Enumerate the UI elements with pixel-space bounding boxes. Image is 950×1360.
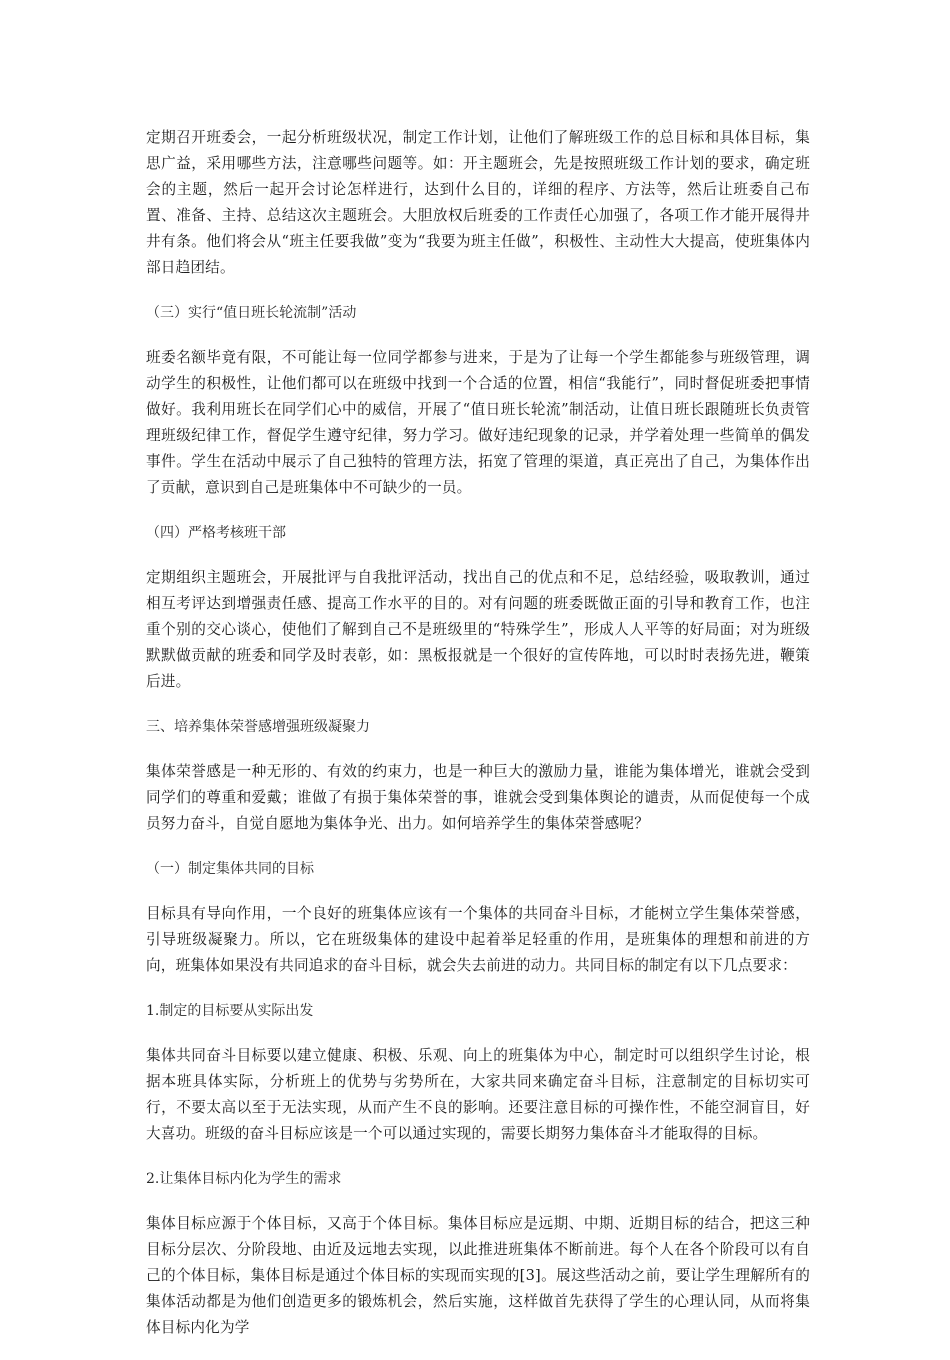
heading-internalize-goal: 2.让集体目标内化为学生的需求 (146, 1171, 342, 1187)
heading-section-three: 三、培养集体荣誉感增强班级凝聚力 (146, 719, 370, 735)
heading-goal-from-reality: 1.制定的目标要从实际出发 (146, 1003, 314, 1019)
paragraph-duty-monitor-activity: 班委名额毕竟有限，不可能让每一位同学都参与进来，于是为了让每一个学生都能参与班级管理，调动学生的积极性，让他们都可以在班级中找到一个合适的位置，相信“我能行”，同时督促班委把事情做好。我利用班长在同学们心中的威信，开展了“值日班长轮流”制活动，让值日班长跟随班长负责管理班级纪律工作，督促学生遵守纪律，努力学习。做好违纪现象的记录，并学着处理一些简单的偶发事件。学生在活动中展示了自己独特的管理方法，拓宽了管理的渠道，真正亮出了自己，为集体作出了贡献，意识到自己是班集体中不可缺少的一员。 (146, 349, 810, 496)
heading-duty-monitor-rotation: （三）实行“值日班长轮流制”活动 (146, 305, 357, 321)
document-body (146, 125, 810, 1360)
paragraph-class-committee-meetings: 定期召开班委会，一起分析班级状况，制定工作计划，让他们了解班级工作的总目标和具体目标，集思广益，采用哪些方法，注意哪些问题等。如：开主题班会，先是按照班级工作计划的要求，确定班会的主题，然后一起开会讨论怎样进行，达到什么目的，详细的程序、方法等，然后让班委自己布置、准备、主持、总结这次主题班会。大胆放权后班委的工作责任心加强了，各项工作才能开展得井井有条。他们将会从“班主任要我做”变为“我要为班主任做”，积极性、主动性大大提高，使班集体内部日趋团结。 (146, 129, 810, 276)
paragraph-goal-guidance: 目标具有导向作用，一个良好的班集体应该有一个集体的共同奋斗目标，才能树立学生集体荣誉感，引导班级凝聚力。所以，它在班级集体的建设中起着举足轻重的作用，是班集体的理想和前进的方向，班集体如果没有共同追求的奋斗目标，就会失去前进的动力。共同目标的制定有以下几点要求： (146, 905, 810, 974)
paragraph-assessment-details: 定期组织主题班会，开展批评与自我批评活动，找出自己的优点和不足，总结经验，吸取教训，通过相互考评达到增强责任感、提高工作水平的目的。对有问题的班委既做正面的引导和教育工作，也注重个别的交心谈心，使他们了解到自己不是班级里的“特殊学生”，形成人人平等的好局面；对为班级默默做贡献的班委和同学及时表彰，如：黑板报就是一个很好的宣传阵地，可以时时表扬先进，鞭策后进。 (146, 569, 810, 690)
heading-common-goal: （一）制定集体共同的目标 (146, 861, 314, 877)
heading-strict-assessment: （四）严格考核班干部 (146, 525, 286, 541)
paragraph-internalize-goal: 集体目标应源于个体目标，又高于个体目标。集体目标应是远期、中期、近期目标的结合，把这三种目标分层次、分阶段地、由近及远地去实现，以此推进班集体不断前进。每个人在各个阶段可以有自己的个体目标，集体目标是通过个体目标的实现而实现的[3]。展这些活动之前，要让学生理解所有的集体活动都是为他们创造更多的锻炼机会，然后实施，这样做首先获得了学生的心理认同，从而将集体目标内化为学 (146, 1215, 810, 1336)
paragraph-collective-honor: 集体荣誉感是一种无形的、有效的约束力，也是一种巨大的激励力量，谁能为集体增光，谁就会受到同学们的尊重和爱戴；谁做了有损于集体荣誉的事，谁就会受到集体舆论的谴责，从而促使每一个成员努力奋斗，自觉自愿地为集体争光、出力。如何培养学生的集体荣誉感呢？ (146, 763, 810, 832)
paragraph-goal-practical: 集体共同奋斗目标要以建立健康、积极、乐观、向上的班集体为中心，制定时可以组织学生讨论，根据本班具体实际，分析班上的优势与劣势所在，大家共同来确定奋斗目标，注意制定的目标切实可行，不要太高以至于无法实现，从而产生不良的影响。还要注意目标的可操作性，不能空洞盲目，好大喜功。班级的奋斗目标应该是一个可以通过实现的，需要长期努力集体奋斗才能取得的目标。 (146, 1047, 810, 1142)
